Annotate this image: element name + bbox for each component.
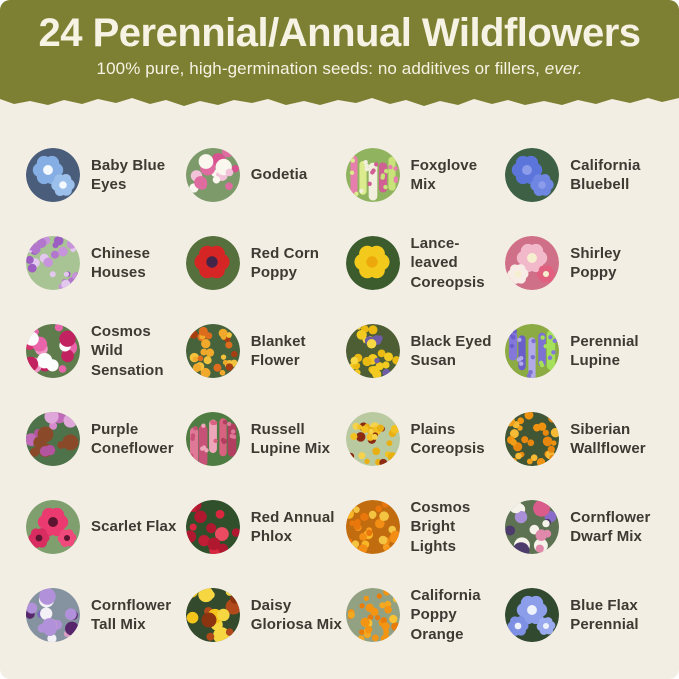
- flower-label: Daisy Gloriosa Mix: [250, 596, 342, 633]
- flower-label: Shirley Poppy: [570, 244, 621, 281]
- flower-item: [26, 412, 186, 466]
- flower-photo: [346, 412, 400, 466]
- flower-label: Blanket Flower: [250, 332, 306, 369]
- flower-item: [26, 588, 186, 642]
- flower-label: Cornflower Dwarf Mix: [570, 508, 651, 545]
- flower-item: [346, 148, 506, 202]
- flower-photo: [505, 324, 559, 378]
- flower-label: Siberian Wallflower: [570, 420, 646, 457]
- flower-photo: [186, 236, 240, 290]
- flower-photo: [186, 324, 240, 378]
- flower-item: [186, 412, 346, 466]
- flower-photo: [186, 500, 240, 554]
- flower-photo: [26, 588, 80, 642]
- flower-item: [505, 588, 665, 642]
- header-banner: [0, 0, 679, 93]
- flower-item: [26, 148, 186, 202]
- flower-label: Cornflower Tall Mix: [91, 596, 172, 633]
- page-title: 24 Perennial/Annual Wildflowers: [38, 11, 641, 55]
- flower-label: Red Corn Poppy: [250, 244, 320, 281]
- flower-item: [186, 324, 346, 378]
- flower-photo: [186, 148, 240, 202]
- flower-item: [186, 148, 346, 202]
- flower-item: [186, 500, 346, 554]
- flower-photo: [26, 236, 80, 290]
- flower-item: [26, 500, 186, 554]
- flower-item: [346, 234, 506, 292]
- torn-paper-edge: [0, 93, 679, 109]
- flower-label: Foxglove Mix: [410, 156, 478, 193]
- flower-label: Russell Lupine Mix: [250, 420, 331, 457]
- flower-photo: [346, 236, 400, 290]
- subtitle-emphasis: ever.: [544, 59, 583, 78]
- flower-photo: [505, 500, 559, 554]
- flower-label: Perennial Lupine: [570, 332, 639, 369]
- flower-item: [346, 586, 506, 644]
- flower-photo: [26, 500, 80, 554]
- flower-item: [186, 588, 346, 642]
- flower-label: Baby Blue Eyes: [91, 156, 166, 193]
- flower-item: [26, 322, 186, 380]
- flower-item: [346, 324, 506, 378]
- flower-item: [346, 412, 506, 466]
- flower-photo: [346, 148, 400, 202]
- flower-label: Plains Coreopsis: [410, 420, 485, 457]
- flower-item: [346, 498, 506, 556]
- flower-label: Cosmos Bright Lights: [410, 499, 471, 555]
- flower-photo: [346, 324, 400, 378]
- flower-photo: [26, 148, 80, 202]
- flower-label: Purple Coneflower: [91, 420, 174, 457]
- flower-item: [505, 236, 665, 290]
- flower-label: Scarlet Flax: [91, 518, 177, 536]
- flower-label: Godetia: [250, 166, 308, 184]
- flower-label: Blue Flax Perennial: [570, 596, 639, 633]
- flower-label: Lance-leaved Coreopsis: [410, 235, 485, 291]
- flower-photo: [505, 148, 559, 202]
- flower-photo: [346, 500, 400, 554]
- flower-photo: [186, 412, 240, 466]
- flower-label: California Poppy Orange: [410, 587, 481, 643]
- flower-item: [186, 236, 346, 290]
- flower-grid: [0, 109, 679, 659]
- flower-photo: [505, 412, 559, 466]
- flower-item: [505, 148, 665, 202]
- page-subtitle: [20, 59, 659, 79]
- flower-photo: [186, 588, 240, 642]
- flower-label: Chinese Houses: [91, 244, 151, 281]
- flower-label: Red Annual Phlox: [250, 508, 335, 545]
- flower-item: [505, 412, 665, 466]
- flower-photo: [26, 412, 80, 466]
- flower-item: [26, 236, 186, 290]
- flower-item: [505, 500, 665, 554]
- flower-label: Black Eyed Susan: [410, 332, 492, 369]
- flower-photo: [505, 588, 559, 642]
- flower-photo: [26, 324, 80, 378]
- flower-label: Cosmos Wild Sensation: [91, 323, 164, 379]
- flower-label: California Bluebell: [570, 156, 641, 193]
- flower-photo: [505, 236, 559, 290]
- flower-item: [505, 324, 665, 378]
- flower-photo: [346, 588, 400, 642]
- subtitle-text: 100% pure, high-germination seeds: no additives or fillers,: [96, 59, 545, 78]
